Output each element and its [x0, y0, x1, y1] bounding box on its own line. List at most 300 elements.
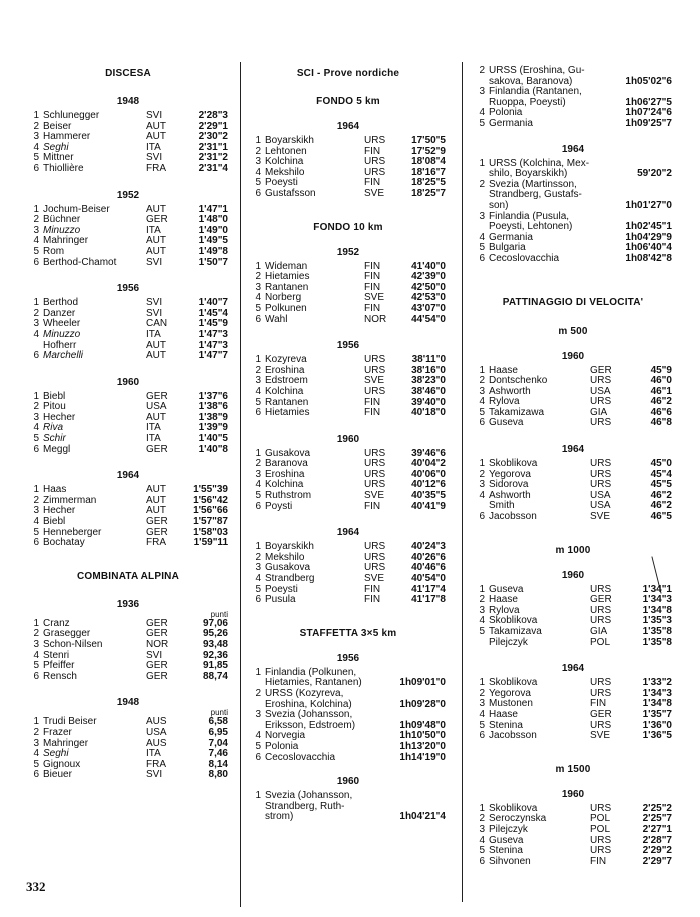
year-heading: 1936	[116, 598, 140, 610]
rank: 1	[255, 260, 261, 272]
rank: 6	[479, 252, 485, 264]
athlete-name: Grasegger	[43, 628, 91, 640]
result-value: 1'45"4	[198, 307, 228, 319]
athlete-name: Norberg	[265, 292, 302, 304]
athlete-name: Rensch	[43, 670, 77, 682]
results-table	[28, 717, 228, 781]
athlete-name: Poeysti	[265, 177, 298, 189]
rank: 1	[255, 447, 261, 459]
athlete-name: Jacobsson	[489, 730, 537, 742]
result-value: 7,04	[208, 737, 228, 749]
result-value: 2'30"2	[198, 131, 228, 143]
rank: 3	[479, 210, 485, 222]
athlete-name: Kolchina	[265, 385, 304, 397]
result-value: 41'17"4	[411, 583, 446, 595]
athlete-name: Haas	[43, 484, 67, 496]
rank: 4	[479, 615, 485, 627]
athlete-name: sakova, Baranova)	[489, 75, 573, 87]
athlete-name: Svezia (Johansson,	[265, 709, 353, 721]
country-code: FIN	[364, 407, 381, 419]
athlete-name: son)	[489, 199, 509, 211]
rank: 6	[255, 594, 261, 606]
rank: 3	[255, 709, 261, 721]
country-code: URS	[364, 479, 386, 491]
section-title: PATTINAGGIO DI VELOCITA'	[502, 296, 644, 308]
athlete-name: Skoblikova	[489, 677, 538, 689]
rank: 1	[255, 541, 261, 553]
result-value: 44'54"0	[411, 313, 446, 325]
subsection-title: m 1500	[555, 763, 591, 775]
rank: 2	[255, 688, 261, 699]
rank: 2	[479, 468, 485, 480]
result-value: 45"5	[650, 479, 672, 491]
result-value: 41'40"0	[411, 260, 446, 272]
country-code: URS	[364, 541, 386, 553]
athlete-name: Mahringer	[43, 737, 89, 749]
rank: 5	[479, 626, 485, 637]
athlete-name: Minuzzo	[43, 328, 81, 340]
athlete-name: Haase	[489, 364, 518, 376]
year-heading: 1960	[561, 788, 585, 800]
result-value: 39'46"6	[411, 447, 446, 459]
athlete-name: Kolchina	[265, 156, 304, 168]
result-value: 1h05'02"6	[625, 75, 672, 87]
country-code: USA	[146, 726, 167, 738]
country-code: USA	[146, 401, 167, 413]
results-table	[474, 678, 672, 742]
country-code: URS	[590, 583, 612, 595]
table-row	[474, 731, 672, 742]
rank: 2	[33, 120, 39, 132]
rank: 1	[33, 110, 39, 121]
table-row	[28, 770, 228, 781]
country-code: SVI	[146, 110, 163, 121]
rank: 6	[479, 855, 485, 867]
athlete-name: Kozyreva	[265, 354, 307, 366]
country-code: AUT	[146, 411, 166, 423]
rank: 2	[479, 65, 485, 76]
result-value: 93,48	[202, 639, 228, 650]
table-row	[250, 689, 446, 700]
rank: 4	[479, 708, 485, 720]
country-code: URS	[590, 687, 612, 699]
rank: 5	[255, 490, 261, 502]
result-value: 1'49"0	[198, 224, 228, 236]
country-code: GER	[590, 708, 612, 720]
rank: 6	[479, 417, 485, 429]
athlete-name: Berthod-Chamot	[43, 256, 117, 268]
country-code: FIN	[364, 145, 381, 157]
athlete-name: Strandberg, Gustafs-	[489, 189, 582, 201]
rank: 5	[255, 583, 261, 595]
athlete-name: Boyarskikh	[265, 135, 314, 146]
athlete-name: Guseva	[489, 583, 524, 595]
rank: 5	[479, 242, 485, 254]
country-code: GER	[146, 526, 168, 538]
result-value: 17'52"9	[411, 145, 446, 157]
country-code: URS	[364, 354, 386, 366]
athlete-name: Gusakova	[265, 447, 311, 459]
rank: 5	[33, 152, 39, 164]
athlete-name: Minuzzo	[43, 224, 81, 236]
country-code: SVE	[590, 730, 611, 742]
rank: 3	[33, 131, 39, 143]
country-code: URS	[590, 458, 612, 470]
country-code: AUS	[146, 716, 167, 728]
athlete-name: Sihvonen	[489, 855, 531, 867]
result-value: 1h04'21"4	[399, 811, 446, 823]
table-row	[28, 351, 228, 362]
result-value: 1'56"42	[193, 494, 228, 506]
rank	[474, 638, 485, 649]
rank: 2	[33, 628, 39, 640]
athlete-name: Hofherr	[43, 339, 77, 351]
rank: 3	[33, 411, 39, 423]
result-value: 46"5	[650, 511, 672, 523]
results-table	[474, 66, 672, 130]
athlete-name: Baranova	[265, 458, 308, 470]
result-value: 2'28"3	[198, 110, 228, 121]
result-value: 1h09'25"7	[625, 117, 672, 129]
athlete-name: Mekshilo	[265, 551, 305, 563]
result-value: 1'35"8	[642, 626, 672, 637]
country-code: FIN	[364, 260, 381, 272]
results-table	[28, 298, 228, 362]
result-value: 1'36"5	[642, 730, 672, 742]
country-code: ITA	[146, 422, 161, 434]
rank: 4	[33, 516, 39, 528]
country-code: AUT	[146, 350, 166, 362]
section-title: DISCESA	[105, 68, 151, 79]
result-value: 45"9	[650, 364, 672, 376]
table-row	[28, 247, 228, 258]
athlete-name: Pfeiffer	[43, 660, 75, 672]
result-value: 45"0	[650, 458, 672, 470]
table-row	[250, 502, 446, 513]
column-divider-right	[462, 62, 463, 902]
country-code: GER	[146, 516, 168, 528]
result-value: 1'59"11	[193, 537, 228, 549]
athlete-name: Finlandia (Polkunen,	[265, 666, 357, 678]
athlete-name: Polkunen	[265, 302, 307, 314]
rank: 6	[255, 751, 261, 763]
result-value: 46"8	[650, 417, 672, 429]
subsection-title: STAFFETTA 3×5 km	[299, 627, 397, 639]
table-row	[250, 189, 446, 200]
table-row	[28, 164, 228, 175]
rank: 3	[255, 156, 261, 168]
rank: 1	[33, 203, 39, 215]
rank: 5	[479, 406, 485, 418]
athlete-name: URSS (Kozyreva,	[265, 688, 344, 699]
year-heading: 1964	[336, 527, 360, 539]
rank: 1	[479, 364, 485, 376]
country-code: URS	[590, 802, 612, 814]
athlete-name: Svezia (Martinsson,	[489, 178, 577, 190]
rank: 5	[255, 302, 261, 314]
result-value: 1'38"6	[198, 401, 228, 413]
athlete-name: Seroczynska	[489, 813, 547, 825]
rank: 6	[33, 537, 39, 549]
year-heading: 1952	[336, 246, 360, 258]
result-value: 2'25"2	[642, 802, 672, 814]
country-code: URS	[590, 834, 612, 846]
result-value: 39'40"0	[411, 396, 446, 408]
athlete-name: Hietamies, Rantanen)	[265, 677, 362, 689]
rank: 2	[479, 375, 485, 387]
result-value: 40'54"0	[411, 573, 446, 585]
rank: 6	[255, 407, 261, 419]
athlete-name: Ruoppa, Poeysti)	[489, 96, 566, 108]
rank: 3	[33, 318, 39, 330]
year-heading: 1956	[336, 652, 360, 664]
table-row	[250, 408, 446, 419]
result-value: 88,74	[202, 670, 228, 682]
year-heading: 1964	[561, 444, 585, 456]
result-value: 18'25"7	[411, 187, 446, 199]
rank: 4	[33, 328, 39, 340]
points-label: punti	[210, 609, 228, 619]
athlete-name: Sidorova	[489, 479, 529, 491]
rank: 1	[255, 354, 261, 366]
rank: 6	[255, 313, 261, 325]
country-code: SVE	[590, 511, 611, 523]
country-code: AUT	[146, 505, 166, 517]
rank	[474, 190, 485, 201]
table-row	[474, 857, 672, 868]
result-value: 1h09'48"0	[399, 719, 446, 731]
result-value: 38'46"0	[411, 385, 446, 397]
results-table	[474, 585, 672, 649]
table-row	[28, 258, 228, 269]
result-value: 8,14	[208, 758, 228, 770]
rank: 5	[479, 845, 485, 857]
athlete-name: Yegorova	[489, 687, 531, 699]
athlete-name: Seghi	[43, 141, 69, 153]
country-code: GIA	[590, 626, 608, 637]
athlete-name: Trudi Beiser	[43, 716, 97, 728]
country-code: FIN	[364, 583, 381, 595]
athlete-name: Poysti	[265, 500, 293, 512]
result-value: 1'35"7	[642, 708, 672, 720]
country-code: ITA	[146, 748, 161, 760]
rank: 2	[479, 178, 485, 190]
country-code: SVI	[146, 307, 163, 319]
athlete-name: Hecher	[43, 411, 76, 423]
rank: 3	[33, 505, 39, 517]
athlete-name: Guseva	[489, 417, 524, 429]
athlete-name: Smith	[489, 500, 515, 512]
year-heading: 1956	[336, 340, 360, 352]
result-value: 2'25"7	[642, 813, 672, 825]
rank: 6	[33, 769, 39, 781]
rank: 2	[33, 307, 39, 319]
country-code: URS	[364, 562, 386, 574]
athlete-name: Ashworth	[489, 385, 531, 397]
athlete-name: Eriksson, Edstroem)	[265, 719, 356, 731]
table-row	[28, 330, 228, 341]
country-code: POL	[590, 636, 611, 648]
result-value: 46"2	[650, 489, 672, 501]
table-row	[250, 753, 446, 764]
column-1	[28, 58, 228, 781]
country-code: URS	[590, 375, 612, 387]
country-code: SVI	[146, 152, 163, 164]
result-value: 40'04"2	[411, 458, 446, 470]
result-value: 2'27"1	[642, 823, 672, 835]
athlete-name: Eroshina, Kolchina)	[265, 698, 352, 710]
athlete-name: Hecher	[43, 505, 76, 517]
table-row	[28, 111, 228, 122]
athlete-name: shilo, Boyarskikh)	[489, 168, 568, 180]
athlete-name: Lehtonen	[265, 145, 307, 157]
table-row	[28, 672, 228, 683]
rank: 3	[33, 737, 39, 749]
result-value: 1'38"9	[198, 411, 228, 423]
result-value: 1'34"1	[642, 583, 672, 595]
athlete-name: Skoblikova	[489, 802, 538, 814]
result-value: 92,36	[202, 649, 228, 661]
rank: 2	[479, 687, 485, 699]
country-code: GER	[146, 390, 168, 402]
rank: 1	[479, 157, 485, 169]
table-row	[474, 119, 672, 130]
table-row	[474, 418, 672, 429]
country-code: AUT	[146, 484, 166, 496]
result-value: 2'29"7	[642, 855, 672, 867]
rank: 5	[33, 758, 39, 770]
country-code: URS	[364, 364, 386, 376]
country-code: URS	[364, 468, 386, 480]
table-row	[250, 812, 446, 823]
athlete-name: Gusakova	[265, 562, 311, 574]
result-value: 1h08'42"8	[625, 252, 672, 264]
result-value: 46"6	[650, 406, 672, 418]
athlete-name: Pitou	[43, 401, 66, 413]
subsection-title: FONDO 10 km	[313, 221, 383, 233]
rank: 4	[479, 834, 485, 846]
athlete-name: Yegorova	[489, 468, 531, 480]
country-code: ITA	[146, 433, 161, 445]
country-code: GER	[590, 364, 612, 376]
rank: 4	[255, 573, 261, 585]
athlete-name: Beiser	[43, 120, 72, 132]
result-value: 1'47"3	[198, 328, 228, 340]
year-heading: 1960	[561, 569, 585, 581]
athlete-name: Ruthstrom	[265, 490, 312, 502]
year-heading: 1956	[116, 283, 140, 295]
country-code: URS	[590, 845, 612, 857]
athlete-name: Pilejczyk	[489, 636, 528, 648]
result-value: 1h13'20"0	[399, 740, 446, 752]
athlete-name: Stenri	[43, 649, 70, 661]
result-value: 1'55"39	[193, 484, 228, 496]
table-row	[28, 728, 228, 739]
result-value: 1'49"8	[198, 245, 228, 257]
table-row	[250, 304, 446, 315]
result-value	[612, 66, 672, 77]
rank: 1	[479, 458, 485, 470]
result-value: 95,26	[202, 628, 228, 640]
athlete-name: Kolchina	[265, 479, 304, 491]
rank: 4	[255, 292, 261, 304]
rank: 2	[255, 458, 261, 470]
rank: 4	[255, 479, 261, 491]
athlete-name: Guseva	[489, 834, 524, 846]
rank: 3	[479, 698, 485, 710]
rank: 4	[33, 748, 39, 760]
result-value: 1h06'27"5	[625, 96, 672, 108]
country-code: USA	[590, 500, 611, 512]
rank: 6	[33, 350, 39, 362]
results-table	[250, 668, 446, 763]
athlete-name: Poeysti, Lehtonen)	[489, 221, 573, 233]
rank: 6	[479, 730, 485, 742]
country-code: GER	[146, 670, 168, 682]
table-row	[474, 66, 672, 77]
rank: 4	[255, 166, 261, 178]
rank: 2	[255, 551, 261, 563]
rank: 2	[255, 145, 261, 157]
rank: 6	[255, 500, 261, 512]
year-heading: 1960	[116, 376, 140, 388]
rank: 4	[33, 649, 39, 661]
result-value: 1'40"7	[198, 297, 228, 309]
rank: 1	[255, 135, 261, 146]
country-code: URS	[364, 458, 386, 470]
rank: 5	[33, 433, 39, 445]
athlete-name: Mustonen	[489, 698, 533, 710]
athlete-name: Jacobsson	[489, 511, 537, 523]
athlete-name: URSS (Kolchina, Mex-	[489, 157, 590, 169]
result-value: 1'57"87	[193, 516, 228, 528]
athlete-name: Poeysti	[265, 583, 298, 595]
subsection-title: m 1000	[555, 544, 591, 556]
year-heading: 1948	[116, 697, 140, 709]
points-label: punti	[210, 708, 228, 718]
result-value: 2'29"2	[642, 845, 672, 857]
rank: 1	[255, 666, 261, 678]
country-code: ITA	[146, 141, 161, 153]
rank: 3	[479, 604, 485, 616]
rank: 3	[479, 86, 485, 98]
country-code: USA	[590, 385, 611, 397]
athlete-name: Wideman	[265, 260, 308, 272]
athlete-name: Bieuer	[43, 769, 72, 781]
country-code: URS	[590, 417, 612, 429]
result-value: 1'47"7	[198, 350, 228, 362]
result-value: 42'50"0	[411, 281, 446, 293]
country-code: URS	[364, 551, 386, 563]
country-code: FIN	[364, 396, 381, 408]
athlete-name: Biebl	[43, 390, 66, 402]
results-table	[250, 542, 446, 606]
athlete-name: Boyarskikh	[265, 541, 314, 553]
result-value: 38'11"0	[411, 354, 446, 366]
athlete-name: Gignoux	[43, 758, 81, 770]
rank: 6	[479, 511, 485, 523]
rank: 1	[33, 297, 39, 309]
athlete-name: Hietamies	[265, 271, 310, 283]
result-value: 40'46"6	[411, 562, 446, 574]
athlete-name: Rom	[43, 245, 65, 257]
result-value: 1'45"9	[198, 318, 228, 330]
rank: 2	[479, 813, 485, 825]
results-table	[250, 136, 446, 200]
country-code: URS	[590, 615, 612, 627]
athlete-name: Eroshina	[265, 468, 305, 480]
results-table	[28, 619, 228, 683]
